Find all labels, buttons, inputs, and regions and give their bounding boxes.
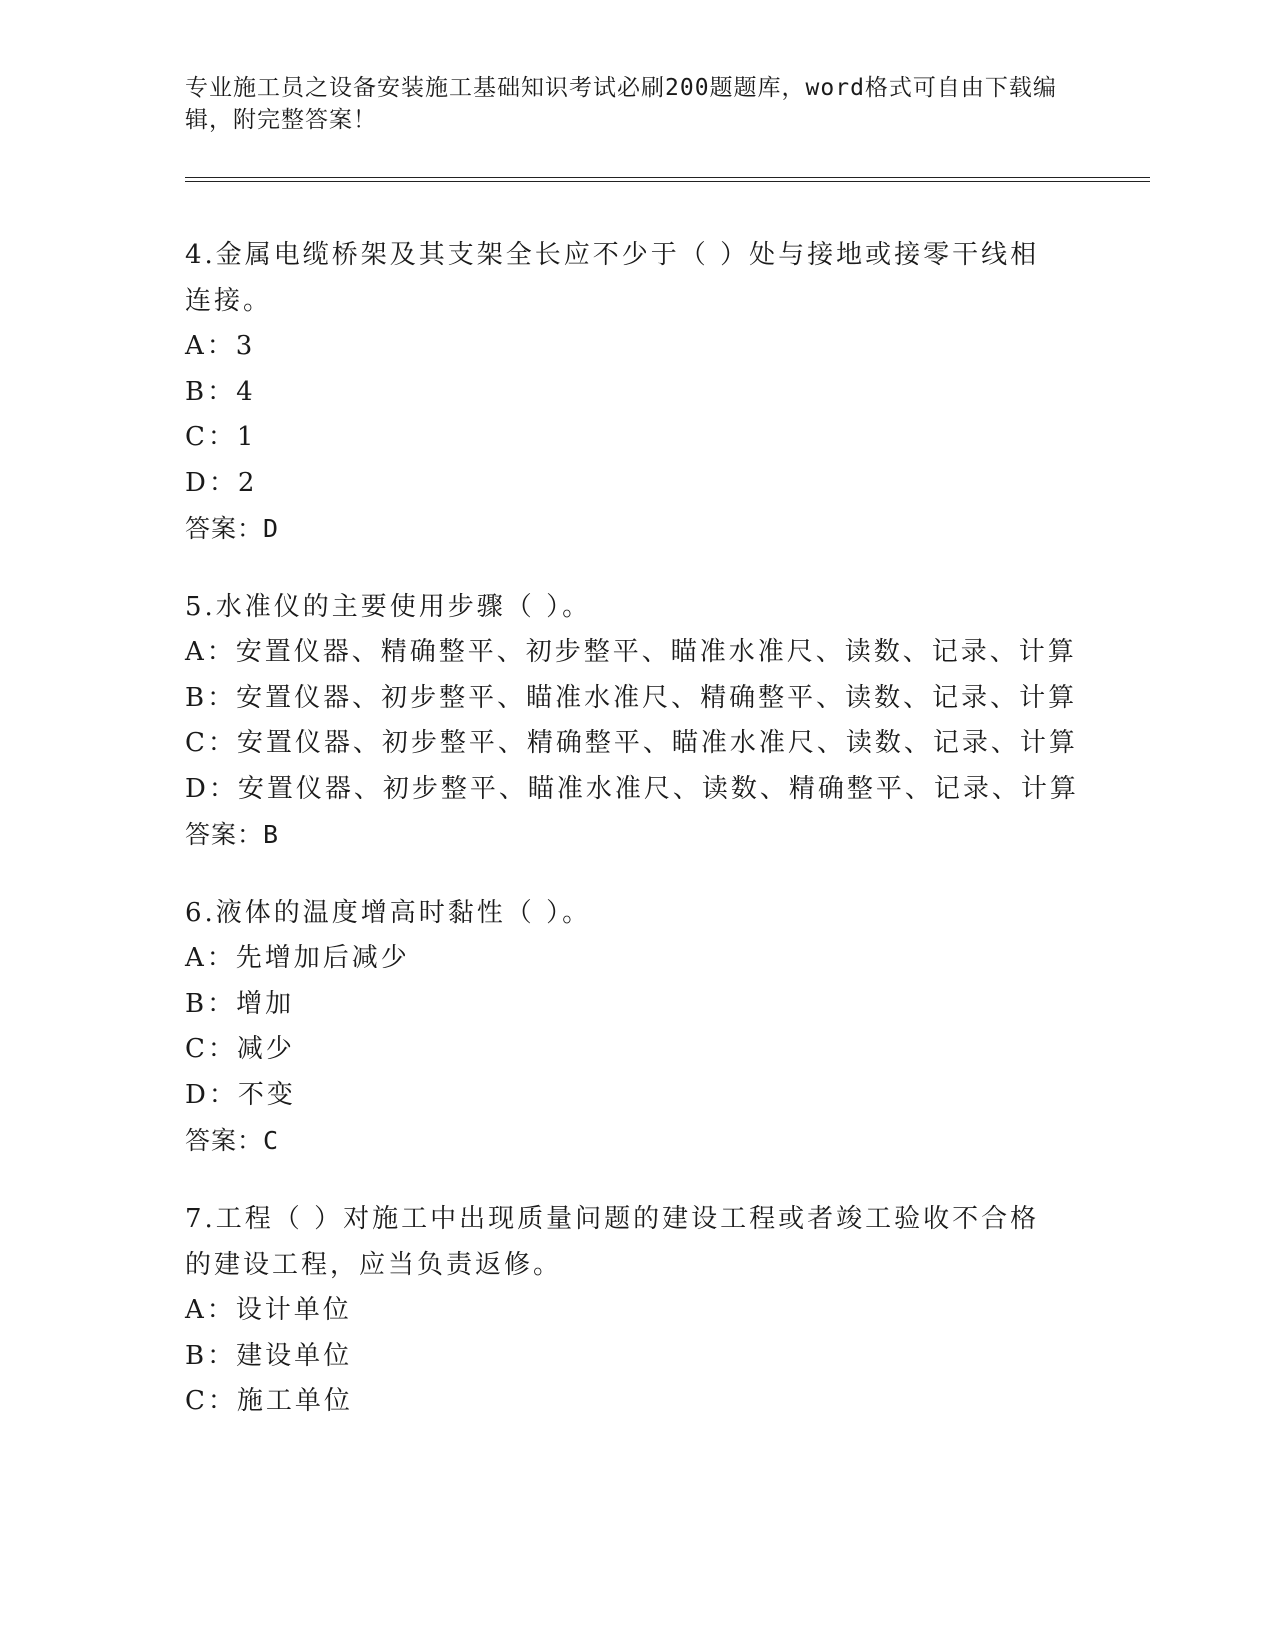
option-a: A：先增加后减少 [185, 943, 410, 973]
option-a: A：3 [185, 331, 256, 361]
option-d: D：安置仪器、初步整平、瞄准水准尺、读数、精确整平、记录、计算 [185, 773, 1079, 804]
question-text: 6.液体的温度增高时黏性（ ）。 [185, 898, 592, 928]
question-text: 4.金属电缆桥架及其支架全长应不少于（ ）处与接地或接零干线相连接。 [185, 240, 1040, 316]
question-text: 5.水准仪的主要使用步骤（ ）。 [185, 592, 592, 622]
option-d: D：2 [185, 467, 258, 498]
option-c: C：施工单位 [185, 1386, 353, 1416]
option-c: C：1 [185, 422, 257, 452]
header-divider [185, 177, 1150, 182]
option-c: C：减少 [185, 1034, 295, 1064]
option-a: A：安置仪器、精确整平、初步整平、瞄准水准尺、读数、记录、计算 [185, 637, 1077, 667]
option-b: B：4 [185, 376, 256, 407]
question-5 [185, 584, 1079, 858]
answer: 答案：C [185, 1126, 280, 1155]
option-b: B：安置仪器、初步整平、瞄准水准尺、精确整平、读数、记录、计算 [185, 682, 1078, 713]
question-list [185, 232, 1079, 1457]
question-6 [185, 890, 1065, 1164]
question-4 [185, 232, 1065, 552]
option-b: B：建设单位 [185, 1340, 353, 1371]
question-text: 7.工程（ ）对施工中出现质量问题的建设工程或者竣工验收不合格的建设工程，应当负责返修。 [185, 1204, 1040, 1280]
answer: 答案：B [185, 820, 280, 849]
option-a: A：设计单位 [185, 1295, 352, 1325]
option-c: C：安置仪器、初步整平、精确整平、瞄准水准尺、读数、记录、计算 [185, 728, 1078, 758]
option-b: B：增加 [185, 988, 295, 1019]
answer: 答案：D [185, 514, 280, 543]
option-d: D：不变 [185, 1079, 296, 1110]
document-header: 专业施工员之设备安装施工基础知识考试必刷200题题库，word格式可自由下载编辑，附完整答案！ [185, 75, 1057, 133]
question-7 [185, 1196, 1065, 1425]
